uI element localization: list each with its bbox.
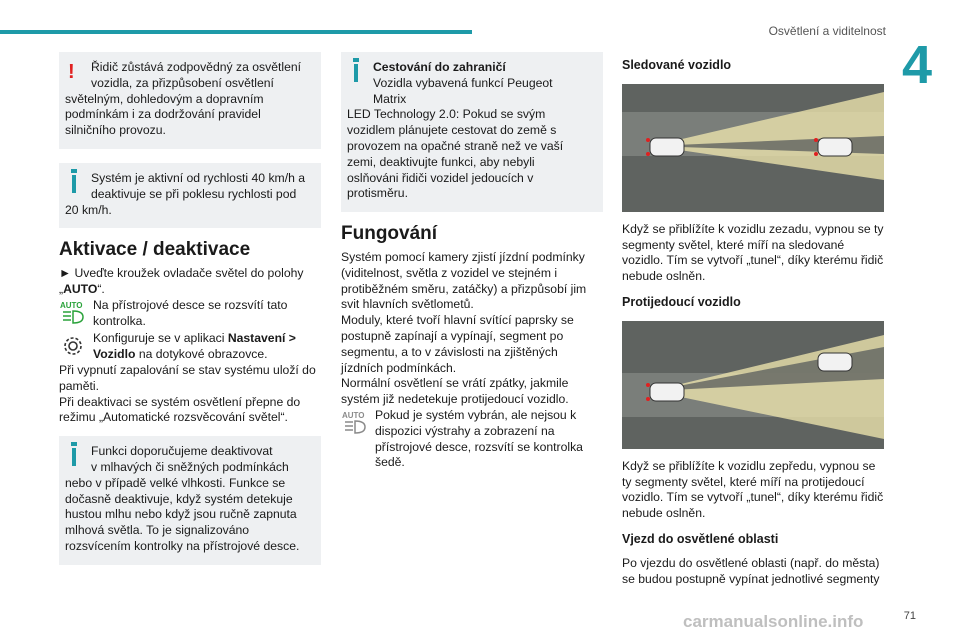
heading-activation: Aktivace / deaktivace xyxy=(59,239,251,261)
settings-row xyxy=(59,331,321,363)
info-abroad-title: Cestování do zahraničí xyxy=(373,60,506,74)
operation-paragraph-2: Moduly, které tvoří hlavní svítící paprsky se postupně zapínají a vypínají, segment po segmentu, a to v závislosti na zjištěných jízdních podmínkách. xyxy=(341,313,574,375)
illustration-oncoming-vehicle xyxy=(622,321,884,449)
info-abroad-line1: Vozidla vybavená funkcí Peugeot Matrix xyxy=(373,75,553,106)
auto-indicator-text: Na přístrojové desce se rozsvítí tato kontrolka. xyxy=(93,297,288,328)
info-icon xyxy=(354,64,358,82)
operation-paragraph-1: Systém pomocí kamery zjistí jízdní podmínky (viditelnost, světla z vozidel ve stejném i protiběžném směru, zatáčky) a přizpůsobí jim svit hlavních světlometů. xyxy=(341,249,587,312)
auto-headlamp-icon xyxy=(59,299,87,327)
warning-rest: světelným, dohledovým a dopravním podmínkám i za dodržování pravidel silničního provozu. xyxy=(65,91,264,138)
chapter-number: 4 xyxy=(902,35,933,95)
activation-step: ► Uveďte kroužek ovladače světel do polohy „AUTO“. xyxy=(59,266,304,296)
info-icon xyxy=(72,448,76,466)
oncoming-vehicle-text: Když se přiblížíte k vozidlu zepředu, vypnou se ty segmenty světel, které míří na protijedoucí vozidlo. Tím se vytvoří „tunel“, díky kterému řidič nebude oslněn. xyxy=(622,458,884,521)
info-speed-rest: 20 km/h. xyxy=(65,202,112,217)
info-icon xyxy=(72,175,76,193)
info-speed-line1: Systém je aktivní od rychlosti 40 km/h a xyxy=(91,170,306,185)
heading-lit-area: Vjezd do osvětlené oblasti xyxy=(622,531,779,546)
warning-icon: ! xyxy=(68,61,75,83)
warning-line2: vozidla, za přizpůsobení osvětlení xyxy=(91,75,274,90)
gear-icon xyxy=(59,332,87,360)
followed-vehicle-text: Když se přiblížíte k vozidlu zezadu, vypnou se ty segmenty světel, které míří na sledované vozidlo. Tím se vytvoří „tunel“, díky kterému řidič nebude oslněn. xyxy=(622,221,884,284)
warning-line1: Řidič zůstává zodpovědný za osvětlení xyxy=(91,60,302,74)
grey-indicator-text: Pokud je systém vybrán, ale nejsou k dispozici výstrahy a zobrazení na přístrojové desce, rozsvítí se kontrolka šedě. xyxy=(375,407,583,470)
info-box-fog xyxy=(59,436,321,565)
chapter-title: Osvětlení a viditelnost xyxy=(768,24,886,38)
info-abroad-rest: LED Technology 2.0: Pokud se svým vozidlem plánujete cestovat do země s provozem na opačné straně než ve vaší zemi, deaktivujte funkci, aby nebyli oslňováni řidiči vozidel jedoucích v protisměru. xyxy=(347,107,564,201)
info-fog-rest: nebo v případě velké vlhkosti. Funkce se dočasně deaktivuje, když systém detekuje hustou mlhu nebo když jsou ručně zapnuta mlhová světla. To je signalizováno rozsvícením kontrolky na přístrojové desce. xyxy=(65,475,300,553)
column-1 xyxy=(59,52,321,579)
svg-text:AUTO: AUTO xyxy=(60,300,83,310)
grey-indicator-row xyxy=(341,408,603,471)
column-2 xyxy=(341,52,603,471)
info-box-abroad xyxy=(341,52,603,212)
header-accent-bar xyxy=(0,30,472,34)
heading-oncoming-vehicle: Protijedoucí vozidlo xyxy=(622,294,741,309)
info-speed-line2: deaktivuje se při poklesu rychlosti pod xyxy=(91,186,297,201)
illustration-followed-vehicle xyxy=(622,84,884,212)
auto-headlamp-grey-icon xyxy=(341,409,369,437)
page-number: 71 xyxy=(903,610,916,622)
settings-text: Konfiguruje se v aplikaci Nastavení > Vozidlo na dotykové obrazovce. xyxy=(93,331,296,362)
warning-box xyxy=(59,52,321,149)
memory-paragraph: Při vypnutí zapalování se stav systému uloží do paměti. xyxy=(59,362,316,393)
info-fog-line1: Funkci doporučujeme deaktivovat xyxy=(91,444,273,459)
lit-area-text: Po vjezdu do osvětlené oblasti (např. do města) se budou postupně vypínat jednotlivé segmenty xyxy=(622,555,880,586)
heading-operation: Fungování xyxy=(341,223,438,245)
deactivation-paragraph: Při deaktivaci se systém osvětlení přepne do režimu „Automatické rozsvěcování světel“. xyxy=(59,394,301,425)
column-3 xyxy=(622,52,884,587)
operation-paragraph-3: Normální osvětlení se vrátí zpátky, jakmile systém již nedetekuje protijedoucí vozidlo. xyxy=(341,376,569,407)
auto-indicator-row xyxy=(59,298,321,330)
info-box-speed xyxy=(59,163,321,228)
watermark: carmanualsonline.info xyxy=(683,612,864,631)
info-fog-line2: v mlhavých či sněžných podmínkách xyxy=(91,459,289,474)
svg-text:AUTO: AUTO xyxy=(342,410,365,420)
heading-followed-vehicle: Sledované vozidlo xyxy=(622,58,732,72)
